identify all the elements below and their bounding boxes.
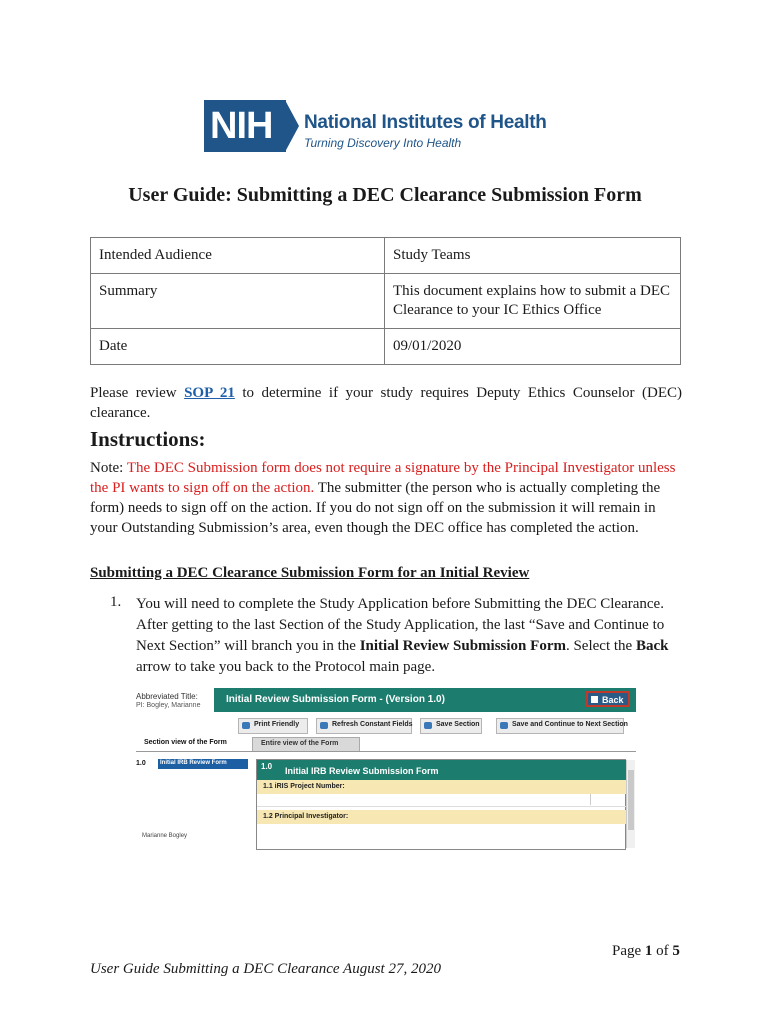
form-header <box>257 760 626 780</box>
tab-divider <box>136 751 636 752</box>
step-number: 1. <box>110 594 122 610</box>
info-table <box>90 237 681 365</box>
back-button[interactable] <box>586 691 630 707</box>
form-panel <box>256 759 626 850</box>
sop-21-link[interactable]: SOP 21 <box>184 385 235 401</box>
note-warning: The DEC Submission form does not require a signature by the Principal Investigator unless the PI wants to sign off on the action. <box>90 460 676 496</box>
step-text-c: arrow to take you back to the Protocol main page. <box>136 659 436 675</box>
form-header-title: Initial IRB Review Submission Form <box>285 766 439 776</box>
nih-logo-tagline: Turning Discovery Into Health <box>304 136 462 150</box>
form-bar-title: Initial Review Submission Form - (Version 1.0) <box>226 694 445 705</box>
table-row <box>91 238 681 274</box>
table-cell-label: Date <box>91 329 385 365</box>
review-paragraph <box>90 383 682 423</box>
abbreviated-title-label: Abbreviated Title: <box>136 692 198 701</box>
form-section-number: 1.0 <box>261 762 273 771</box>
pi-label: PI: Bogley, Marianne <box>136 702 201 709</box>
section-subheading: Submitting a DEC Clearance Submission Form for an Initial Review <box>90 565 530 581</box>
nih-logo-mark: NIH <box>204 100 286 152</box>
tab-section-view[interactable]: Section view of the Form <box>144 739 227 746</box>
save-continue-label: Save and Continue to Next Section <box>512 721 628 728</box>
step-text <box>136 594 682 678</box>
nih-logo-chevron <box>285 100 299 152</box>
page-prefix: Page <box>612 943 645 959</box>
note-paragraph <box>90 458 682 538</box>
page-total: 5 <box>672 943 680 959</box>
table-row <box>91 274 681 329</box>
question-label: 1.1 iRIS Project Number: <box>263 783 345 790</box>
table-cell-value: Study Teams <box>385 238 681 274</box>
save-and-continue-button[interactable] <box>496 718 628 734</box>
page-of: of <box>652 943 673 959</box>
save-icon <box>424 722 432 729</box>
save-section-label: Save Section <box>436 721 480 728</box>
iris-number-field[interactable] <box>257 794 626 807</box>
document-title: User Guide: Submitting a DEC Clearance Submission Form <box>128 184 642 206</box>
note-prefix: Note: <box>90 460 127 476</box>
field-box <box>590 794 621 805</box>
step-bold-form: Initial Review Submission Form <box>359 638 566 654</box>
tab-entire-label: Entire view of the Form <box>261 740 339 747</box>
note-text: The submitter (the person who is actually completing the form) needs to sign off on the action. If you do not sign off on the submission it will remain in your Outstanding Submission’s area, even though the DEC office has completed the action. <box>90 480 661 536</box>
printer-icon <box>242 722 250 729</box>
print-friendly-button[interactable] <box>238 718 308 734</box>
tab-entire-view[interactable] <box>252 737 360 752</box>
save-section-button[interactable] <box>420 718 482 734</box>
table-cell-value: This document explains how to submit a DEC Clearance to your IC Ethics Office <box>385 274 681 329</box>
nav-section-number: 1.0 <box>136 760 146 767</box>
question-principal-investigator <box>257 810 626 824</box>
scrollbar-thumb[interactable] <box>628 770 634 830</box>
instructions-heading: Instructions: <box>90 427 206 451</box>
step-text-b: . Select the <box>565 638 636 654</box>
refresh-label: Refresh Constant Fields <box>332 721 413 728</box>
refresh-constant-fields-button[interactable] <box>316 718 412 734</box>
step-bold-back: Back <box>635 638 669 654</box>
table-cell-label: Summary <box>91 274 385 329</box>
footer-text: User Guide Submitting a DEC Clearance August 27, 2020 <box>90 961 441 977</box>
form-screenshot <box>136 688 636 850</box>
back-arrow-icon <box>591 696 598 703</box>
scrollbar[interactable] <box>626 760 635 848</box>
nav-item-label: Initial IRB Review Form <box>160 760 227 766</box>
step-text-a: You will need to complete the Study Application before Submitting the DEC Clearance. After getting to the last Section of the Study Application, the last “Save and Continue to Next Section” will branch you in the <box>136 596 665 654</box>
save-continue-icon <box>500 722 508 729</box>
review-text: Please review <box>90 385 185 401</box>
pi-value: Marianne Bogley <box>142 833 188 839</box>
review-text-end: to determine if your study requires Deputy Ethics Counselor (DEC) clearance. <box>90 385 682 421</box>
page-current: 1 <box>644 943 653 959</box>
table-row <box>91 329 681 365</box>
nav-item-initial-irb[interactable] <box>158 759 248 769</box>
nih-logo-name: National Institutes of Health <box>304 112 547 133</box>
print-friendly-label: Print Friendly <box>254 721 300 728</box>
nih-logo <box>204 100 584 156</box>
table-cell-label: Intended Audience <box>91 238 385 274</box>
form-title-bar <box>214 688 636 712</box>
question-label: 1.2 Principal Investigator: <box>263 813 349 820</box>
table-cell-value: 09/01/2020 <box>385 329 681 365</box>
question-iris-number <box>257 780 626 794</box>
back-label: Back <box>602 695 624 705</box>
page-number <box>612 943 680 960</box>
refresh-icon <box>320 722 328 729</box>
